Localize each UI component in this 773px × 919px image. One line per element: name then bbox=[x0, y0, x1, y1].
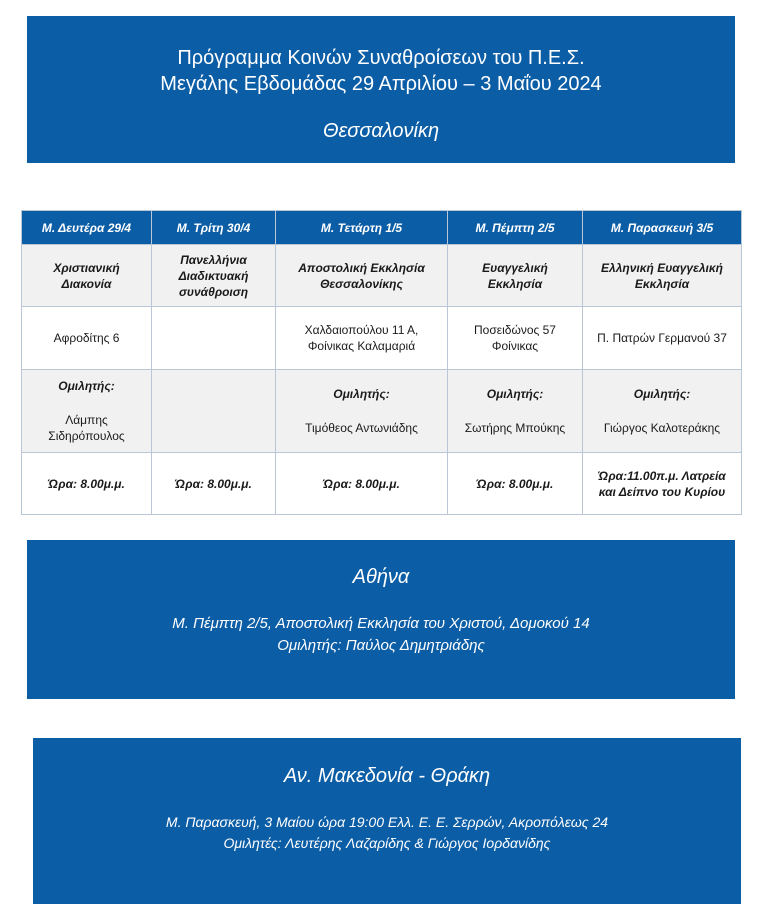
time-cell: Ώρα: 8.00μ.μ. bbox=[22, 453, 152, 515]
church-cell: Ελληνική Ευαγγελική Εκκλησία bbox=[583, 245, 742, 307]
athens-event-line: Μ. Πέμπτη 2/5, Αποστολική Εκκλησία του Χριστού, Δομοκού 14 bbox=[172, 615, 590, 632]
day-header: Μ. Τετάρτη 1/5 bbox=[276, 211, 448, 245]
church-cell: Πανελλήνια Διαδικτυακή συνάθροιση bbox=[152, 245, 276, 307]
day-header: Μ. Παρασκευή 3/5 bbox=[583, 211, 742, 245]
day-header: Μ. Τρίτη 30/4 bbox=[152, 211, 276, 245]
city-macedonia-thrace: Αν. Μακεδονία - Θράκη bbox=[283, 765, 491, 787]
address-cell: Π. Πατρών Γερμανού 37 bbox=[583, 307, 742, 370]
speaker-name: Λάμπης Σιδηρόπουλος bbox=[48, 413, 125, 443]
church-row bbox=[22, 245, 742, 307]
city-athens: Αθήνα bbox=[352, 566, 410, 588]
church-cell: Χριστιανική Διακονία bbox=[22, 245, 152, 307]
athens-speaker-line: Ομιλητής: Παύλος Δημητριάδης bbox=[277, 637, 485, 654]
title-line-2: Μεγάλης Εβδομάδας 29 Απριλίου – 3 Μαΐου 2024 bbox=[160, 73, 602, 95]
speaker-cell bbox=[583, 370, 742, 453]
address-cell bbox=[152, 307, 276, 370]
speaker-name: Σωτήρης Μπούκης bbox=[464, 421, 566, 435]
address-row bbox=[22, 307, 742, 370]
time-row bbox=[22, 453, 742, 515]
church-cell: Αποστολική Εκκλησία Θεσσαλονίκης bbox=[276, 245, 448, 307]
macedonia-event-line: Μ. Παρασκευή, 3 Μαίου ώρα 19:00 Ελλ. Ε. Ε. Σερρών, Ακροπόλεως 24 bbox=[165, 814, 609, 830]
title-line-1: Πρόγραμμα Κοινών Συναθροίσεων του Π.Ε.Σ. bbox=[177, 47, 585, 69]
time-cell: Ώρα: 8.00μ.μ. bbox=[276, 453, 448, 515]
time-cell: Ώρα: 8.00μ.μ. bbox=[448, 453, 583, 515]
address-cell: Χαλδαιοπούλου 11 Α, Φοίνικας Καλαμαριά bbox=[276, 307, 448, 370]
speaker-label: Ομιλητής: bbox=[333, 387, 390, 401]
header-banner bbox=[27, 16, 735, 163]
speaker-cell bbox=[448, 370, 583, 453]
speaker-label: Ομιλητής: bbox=[58, 379, 115, 393]
church-cell: Ευαγγελική Εκκλησία bbox=[448, 245, 583, 307]
athens-banner bbox=[27, 540, 735, 699]
day-header: Μ. Δευτέρα 29/4 bbox=[22, 211, 152, 245]
speaker-label: Ομιλητής: bbox=[633, 387, 691, 401]
speaker-cell bbox=[22, 370, 152, 453]
speaker-name: Γιώργος Καλοτεράκης bbox=[603, 421, 721, 435]
time-cell: Ώρα:11.00π.μ. Λατρεία και Δείπνο του Κυρίου bbox=[583, 453, 742, 515]
schedule-table bbox=[21, 210, 742, 515]
macedonia-banner bbox=[33, 738, 741, 904]
table-header-row bbox=[22, 211, 742, 245]
speaker-name: Τιμόθεος Αντωνιάδης bbox=[305, 421, 418, 435]
speaker-label: Ομιλητής: bbox=[486, 387, 544, 401]
macedonia-speaker-line: Ομιλητές: Λευτέρης Λαζαρίδης & Γιώργος Ιορδανίδης bbox=[223, 835, 551, 851]
speaker-row bbox=[22, 370, 742, 453]
speaker-cell bbox=[152, 370, 276, 453]
city-thessaloniki: Θεσσαλονίκη bbox=[322, 120, 440, 142]
address-cell: Ποσειδώνος 57 Φοίνικας bbox=[448, 307, 583, 370]
day-header: Μ. Πέμπτη 2/5 bbox=[448, 211, 583, 245]
time-cell: Ώρα: 8.00μ.μ. bbox=[152, 453, 276, 515]
address-cell: Αφροδίτης 6 bbox=[22, 307, 152, 370]
speaker-cell bbox=[276, 370, 448, 453]
